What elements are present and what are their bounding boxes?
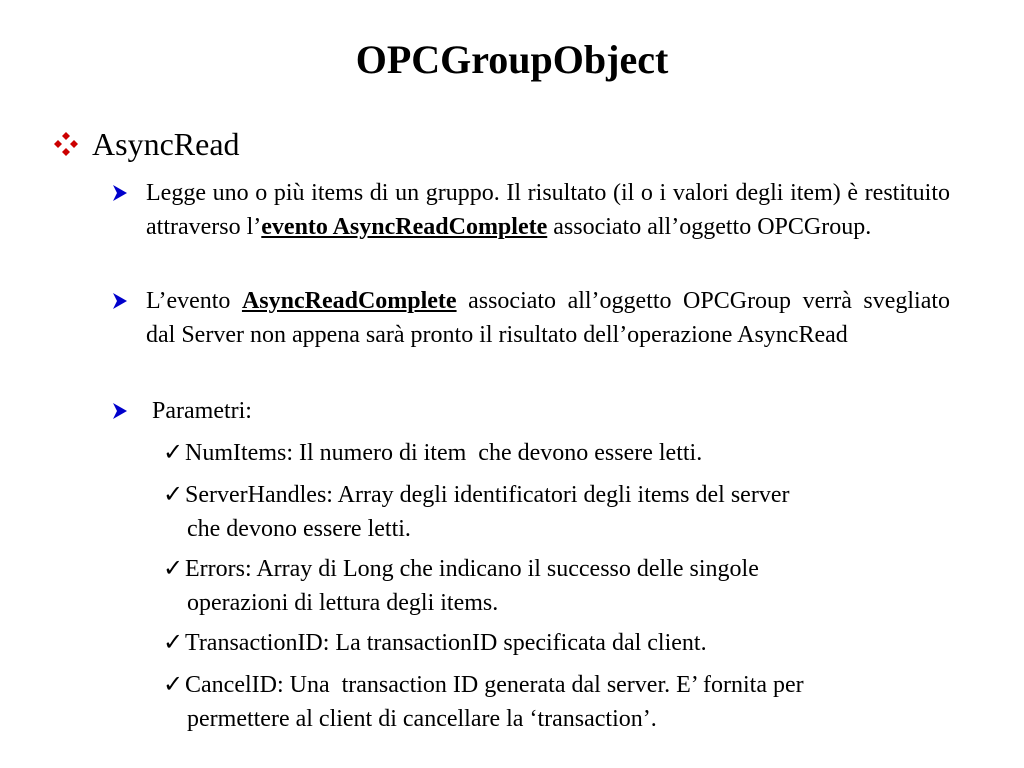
- param-transactionid: ✓TransactionID: La transactionID specificata dal client.: [163, 626, 963, 660]
- param-serverhandles: ✓ServerHandles: Array degli identificatori degli items del server che devono essere letti.: [163, 478, 963, 546]
- param-errors: ✓Errors: Array di Long che indicano il successo delle singole operazioni di lettura degli items.: [163, 552, 963, 620]
- item-text: Parametri:: [146, 398, 252, 424]
- check-icon: ✓: [163, 630, 184, 656]
- check-icon: ✓: [163, 672, 184, 698]
- item-legge: [112, 176, 950, 244]
- param-cancelid: ✓CancelID: Una transaction ID generata dal server. E’ fornita per permettere al client di cancellare la ‘transaction’.: [163, 668, 963, 736]
- param-numitems: ✓NumItems: Il numero di item che devono essere letti.: [163, 436, 963, 470]
- item-parametri: [112, 394, 950, 428]
- diamond-bullet-icon: [52, 130, 80, 158]
- arrow-bullet-icon: [112, 402, 128, 420]
- slide-title: OPCGroupObject: [355, 37, 669, 82]
- check-icon: ✓: [163, 440, 184, 466]
- item-evento: [112, 284, 950, 352]
- check-icon: ✓: [163, 482, 184, 508]
- arrow-bullet-icon: [112, 292, 128, 310]
- event-keyword: AsyncReadComplete: [241, 288, 457, 314]
- check-icon: ✓: [163, 556, 184, 582]
- item-text: Legge uno o più items di un gruppo. Il risultato (il o i valori degli item) è restituito attraverso l’evento AsyncReadComplete associato all’oggetto OPCGroup.: [146, 180, 950, 240]
- arrow-bullet-icon: [112, 184, 128, 202]
- event-keyword: evento AsyncReadComplete: [261, 214, 548, 240]
- item-text: L’evento AsyncReadComplete associato all’oggetto OPCGroup verrà svegliato dal Server non appena sarà pronto il risultato dell’operazione AsyncRead: [146, 288, 951, 348]
- bullet-asyncread: [52, 124, 240, 164]
- bullet-label: AsyncRead: [92, 126, 240, 162]
